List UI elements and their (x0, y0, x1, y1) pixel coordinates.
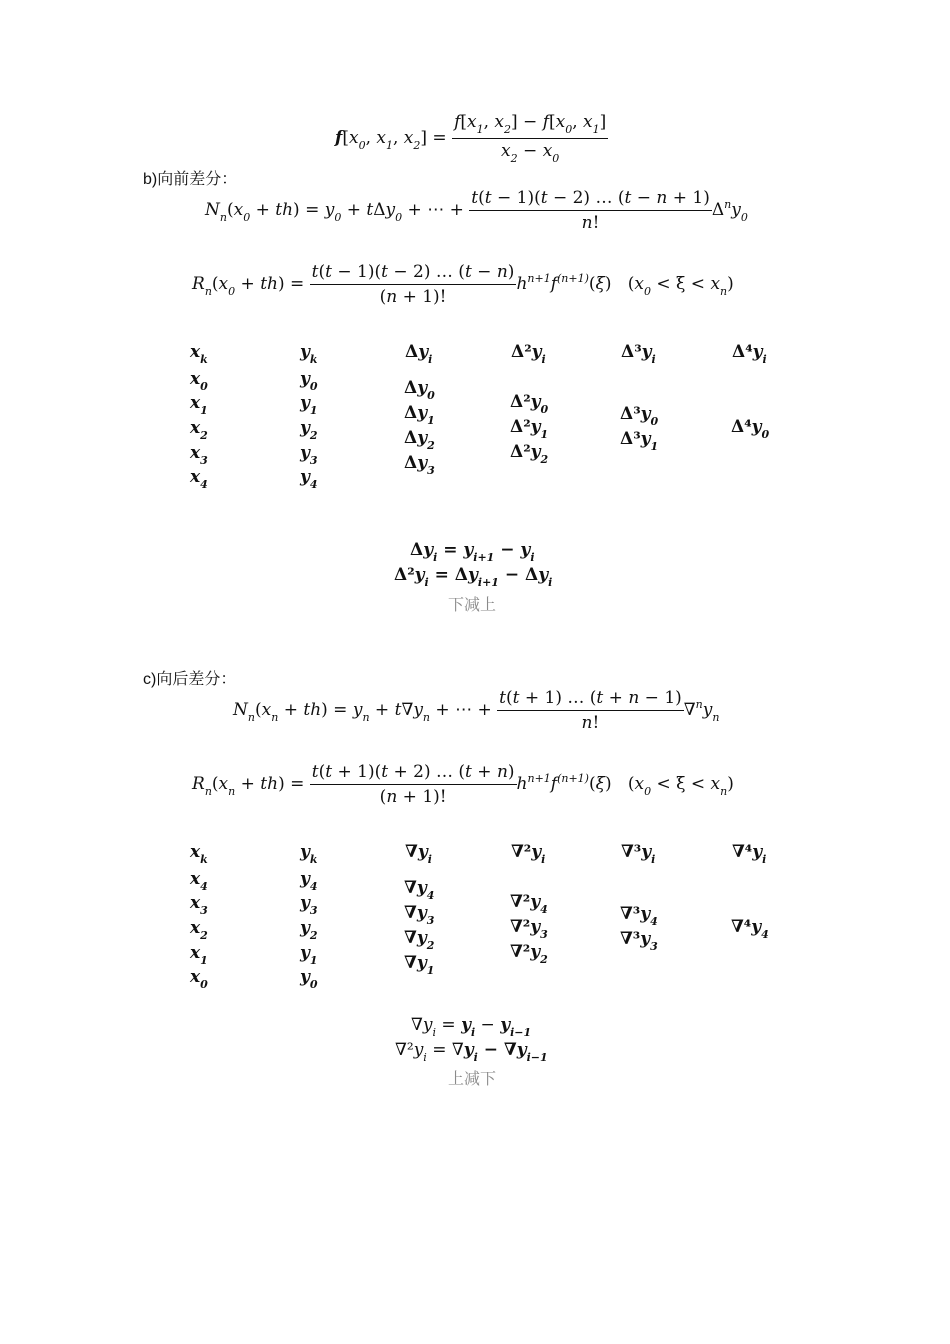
forward-difference-definition: $\Delta y_i = y_{i+1} - y_i$ (410, 540, 535, 564)
table-cell: $y_2$ (300, 918, 318, 942)
table-header: $y_k$ (300, 342, 318, 366)
table-cell: $y_3$ (300, 443, 318, 467)
table-cell: $y_2$ (300, 418, 318, 442)
table-cell: $x_0$ (190, 369, 208, 393)
table-cell: $\nabla^2y_3$ (510, 917, 548, 941)
table-cell: $\nabla^2y_2$ (510, 942, 548, 966)
table-header: $\Delta y_i$ (405, 342, 433, 366)
table-cell: $\nabla^4y_4$ (731, 917, 769, 941)
divided-difference-formula: $f[x_0$, $x_1$, $x_2$] = $\frac{f[x_1, x_2] - f[x_0, x_1]}{x_2 - x_0}$ (335, 112, 607, 165)
table-header: $\nabla^3y_i$ (621, 842, 656, 866)
table-header: $\Delta^4y_i$ (732, 342, 767, 366)
table-cell: $\Delta^3y_0$ (620, 404, 659, 428)
table-cell: $x_3$ (190, 893, 208, 917)
table-cell: $\Delta^3y_1$ (620, 429, 659, 453)
table-cell: $x_1$ (190, 393, 208, 417)
table-cell: $\Delta y_1$ (404, 403, 435, 427)
table-cell: $y_3$ (300, 893, 318, 917)
backward-newton-formula: $N_n(x_n + th) = y_n + t\nabla y_n$ + ⋯ + $\frac{t(t + 1) \dots (t + n - 1)}{n!}$ $\nabla^ny_n$ (233, 688, 720, 733)
backward-difference-definition: $\nabla y_i = y_i - y_{i-1}$ (411, 1015, 532, 1039)
table-cell: $x_4$ (190, 467, 208, 491)
section-heading-forward: b)向前差分： (143, 171, 238, 188)
table-header: $\nabla^4y_i$ (732, 842, 767, 866)
table-cell: $y_0$ (300, 369, 318, 393)
table-header: $\Delta^3y_i$ (621, 342, 656, 366)
table-cell: $y_1$ (300, 393, 318, 417)
table-cell: $y_1$ (300, 943, 318, 967)
table-header: $\Delta^2y_i$ (511, 342, 546, 366)
table-header: $x_k$ (190, 842, 208, 866)
table-cell: $y_0$ (300, 967, 318, 991)
table-cell: $\nabla^3y_4$ (620, 904, 658, 928)
table-cell: $\nabla y_2$ (404, 928, 435, 952)
forward-note: 下减上 (448, 597, 497, 614)
table-cell: $y_4$ (300, 869, 318, 893)
table-header: $x_k$ (190, 342, 208, 366)
table-cell: $x_1$ (190, 943, 208, 967)
section-heading-backward: c)向后差分： (143, 671, 237, 688)
table-cell: $\nabla y_4$ (404, 878, 435, 902)
table-cell: $\nabla^2y_4$ (510, 892, 548, 916)
table-cell: $x_0$ (190, 967, 208, 991)
table-cell: $\Delta^4y_0$ (731, 417, 770, 441)
table-cell: $\Delta y_3$ (404, 453, 435, 477)
table-cell: $\nabla y_3$ (404, 903, 435, 927)
table-header: $y_k$ (300, 842, 318, 866)
table-cell: $\Delta^2y_0$ (510, 392, 549, 416)
backward-second-difference-definition: $\nabla^2y_i = \nabla y_i - \nabla y_{i-1}$ (395, 1040, 548, 1064)
forward-second-difference-definition: $\Delta^2y_i = \Delta y_{i+1} - \Delta y_i$ (394, 565, 553, 589)
backward-remainder-formula: $R_n(x_n + th)$ = $\frac{t(t + 1)(t + 2) \dots (t + n)}{(n + 1)!}$ $h^{n+1}f^{(n+1)}(\xi) (x_0 < \xi < x_n)$ (192, 762, 734, 807)
table-cell: $\nabla^3y_3$ (620, 929, 658, 953)
table-cell: $\nabla y_1$ (404, 953, 435, 977)
table-cell: $x_2$ (190, 918, 208, 942)
table-cell: $x_2$ (190, 418, 208, 442)
table-cell: $\Delta y_0$ (404, 378, 435, 402)
forward-remainder-formula: $R_n(x_0 + th)$ = $\frac{t(t - 1)(t - 2) \dots (t - n)}{(n + 1)!}$ $h^{n+1}f^{(n+1)}(\xi) (x_0 < \xi < x_n)$ (192, 262, 734, 307)
table-cell: $\Delta^2y_2$ (510, 442, 549, 466)
table-cell: $x_4$ (190, 869, 208, 893)
backward-note: 上减下 (448, 1071, 497, 1088)
table-cell: $x_3$ (190, 443, 208, 467)
table-header: $\nabla y_i$ (405, 842, 432, 866)
table-cell: $y_4$ (300, 467, 318, 491)
table-header: $\nabla^2y_i$ (511, 842, 546, 866)
table-cell: $\Delta^2y_1$ (510, 417, 549, 441)
forward-newton-formula: $N_n(x_0 + th) = y_0 + t\Delta y_0$ + ⋯ + $\frac{t(t - 1)(t - 2) \dots (t - n + 1)}{n!}$ $\Delta^ny_0$ (205, 188, 748, 233)
table-cell: $\Delta y_2$ (404, 428, 435, 452)
